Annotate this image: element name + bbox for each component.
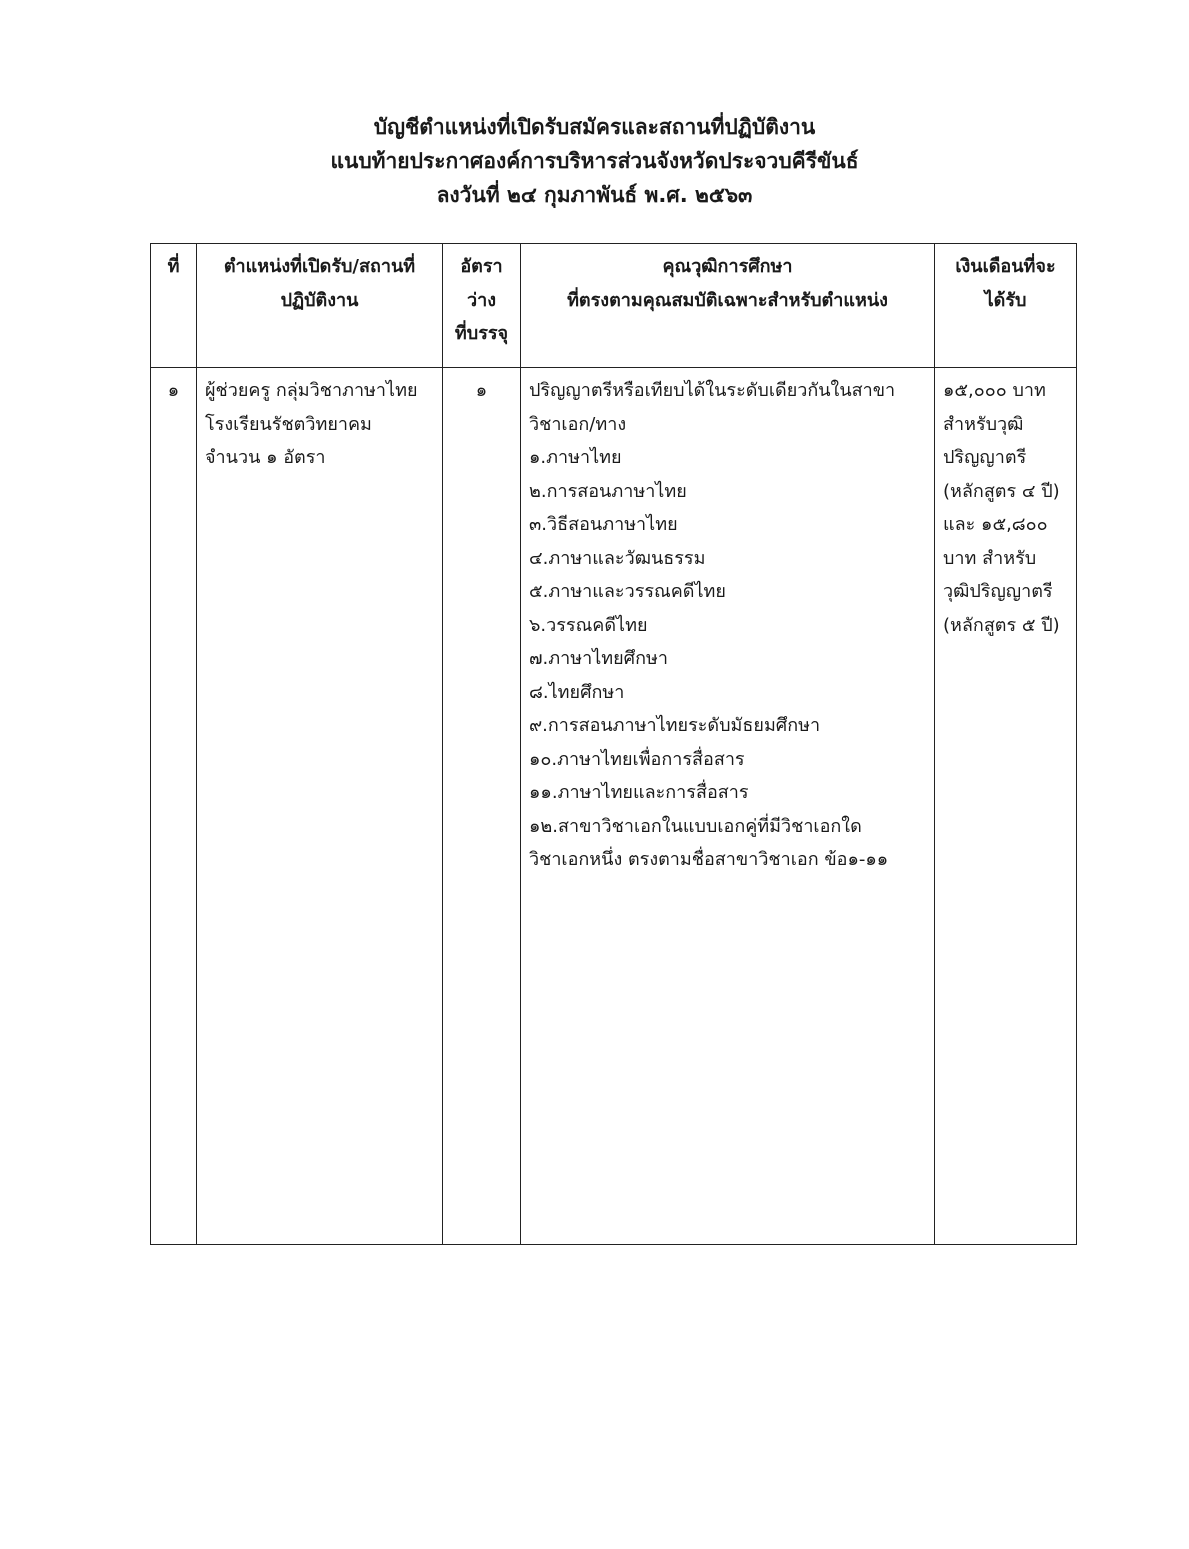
position-line: โรงเรียนรัชตวิทยาคม <box>205 413 372 435</box>
salary-line: (หลักสูตร ๕ ปี) <box>943 614 1060 636</box>
document-date: ลงวันที่ ๒๔ กุมภาพันธ์ พ.ศ. ๒๕๖๓ <box>436 183 753 207</box>
document-subtitle: แนบท้ายประกาศองค์การบริหารส่วนจังหวัดประจวบคีรีขันธ์ <box>330 149 859 173</box>
qualification-line: ๑.ภาษาไทย <box>529 447 622 468</box>
col-header-qualification-line: ที่ตรงตามคุณสมบัติเฉพาะสำหรับตำแหน่ง <box>567 289 888 311</box>
col-header-rate <box>443 244 521 368</box>
qualification-line: ๖.วรรณคดีไทย <box>529 614 648 636</box>
qualification-line: ๑๑.ภาษาไทยและการสื่อสาร <box>529 782 749 803</box>
qualification-line: วิชาเอกหนึ่ง ตรงตามชื่อสาขาวิชาเอก ข้อ๑-๑๑ <box>529 849 889 870</box>
salary-line: ๑๕,๐๐๐ บาท <box>943 380 1046 401</box>
col-header-position-line: ปฏิบัติงาน <box>280 289 359 311</box>
salary-line: วุฒิปริญญาตรี <box>943 581 1053 602</box>
col-header-salary-line: ได้รับ <box>984 289 1027 311</box>
col-header-salary-line: เงินเดือนที่จะ <box>955 256 1056 277</box>
col-header-no: ที่ <box>151 244 197 368</box>
col-header-qualification-line: คุณวุฒิการศึกษา <box>662 256 793 277</box>
salary-line: บาท สำหรับ <box>943 547 1037 569</box>
table-row <box>151 368 1077 1245</box>
salary-cell <box>935 368 1077 1245</box>
position-line: จำนวน ๑ อัตรา <box>205 447 326 468</box>
salary-line: สำหรับวุฒิ <box>943 413 1024 435</box>
positions-table <box>150 243 1077 1245</box>
qualification-line: ๔.ภาษาและวัฒนธรรม <box>529 547 706 569</box>
col-header-rate-line: อัตรา <box>460 256 503 277</box>
table-header-row <box>151 244 1077 368</box>
qualification-line: ๕.ภาษาและวรรณคดีไทย <box>529 581 726 602</box>
col-header-position-line: ตำแหน่งที่เปิดรับ/สถานที่ <box>223 256 416 277</box>
qualification-line: ปริญญาตรีหรือเทียบได้ในระดับเดียวกันในสาขา <box>529 380 896 401</box>
position-cell <box>197 368 443 1245</box>
qualification-line: ๗.ภาษาไทยศึกษา <box>529 648 668 669</box>
salary-line: และ ๑๕,๘๐๐ <box>943 514 1048 535</box>
salary-line: (หลักสูตร ๔ ปี) <box>943 480 1060 502</box>
qualification-line: ๘.ไทยศึกษา <box>529 681 625 703</box>
salary-line: ปริญญาตรี <box>943 447 1027 468</box>
col-header-rate-line: ที่บรรจุ <box>454 323 509 344</box>
qualification-line: ๑๒.สาขาวิชาเอกในแบบเอกคู่ที่มีวิชาเอกใด <box>529 815 862 837</box>
qualification-line: ๒.การสอนภาษาไทย <box>529 480 687 502</box>
vacancy-count: ๑ <box>443 368 521 1245</box>
position-line: ผู้ช่วยครู กลุ่มวิชาภาษาไทย <box>205 380 418 401</box>
document-title: บัญชีตำแหน่งที่เปิดรับสมัครและสถานที่ปฏิบัติงาน <box>373 115 816 139</box>
row-number: ๑ <box>151 368 197 1245</box>
col-header-salary <box>935 244 1077 368</box>
qualification-line: ๓.วิธีสอนภาษาไทย <box>529 514 678 535</box>
col-header-qualification <box>521 244 935 368</box>
qualification-line: ๙.การสอนภาษาไทยระดับมัธยมศึกษา <box>529 715 821 736</box>
qualification-line: ๑๐.ภาษาไทยเพื่อการสื่อสาร <box>529 748 745 770</box>
qualification-cell <box>521 368 935 1245</box>
col-header-position <box>197 244 443 368</box>
qualification-line: วิชาเอก/ทาง <box>529 413 627 435</box>
col-header-rate-line: ว่าง <box>466 289 496 311</box>
